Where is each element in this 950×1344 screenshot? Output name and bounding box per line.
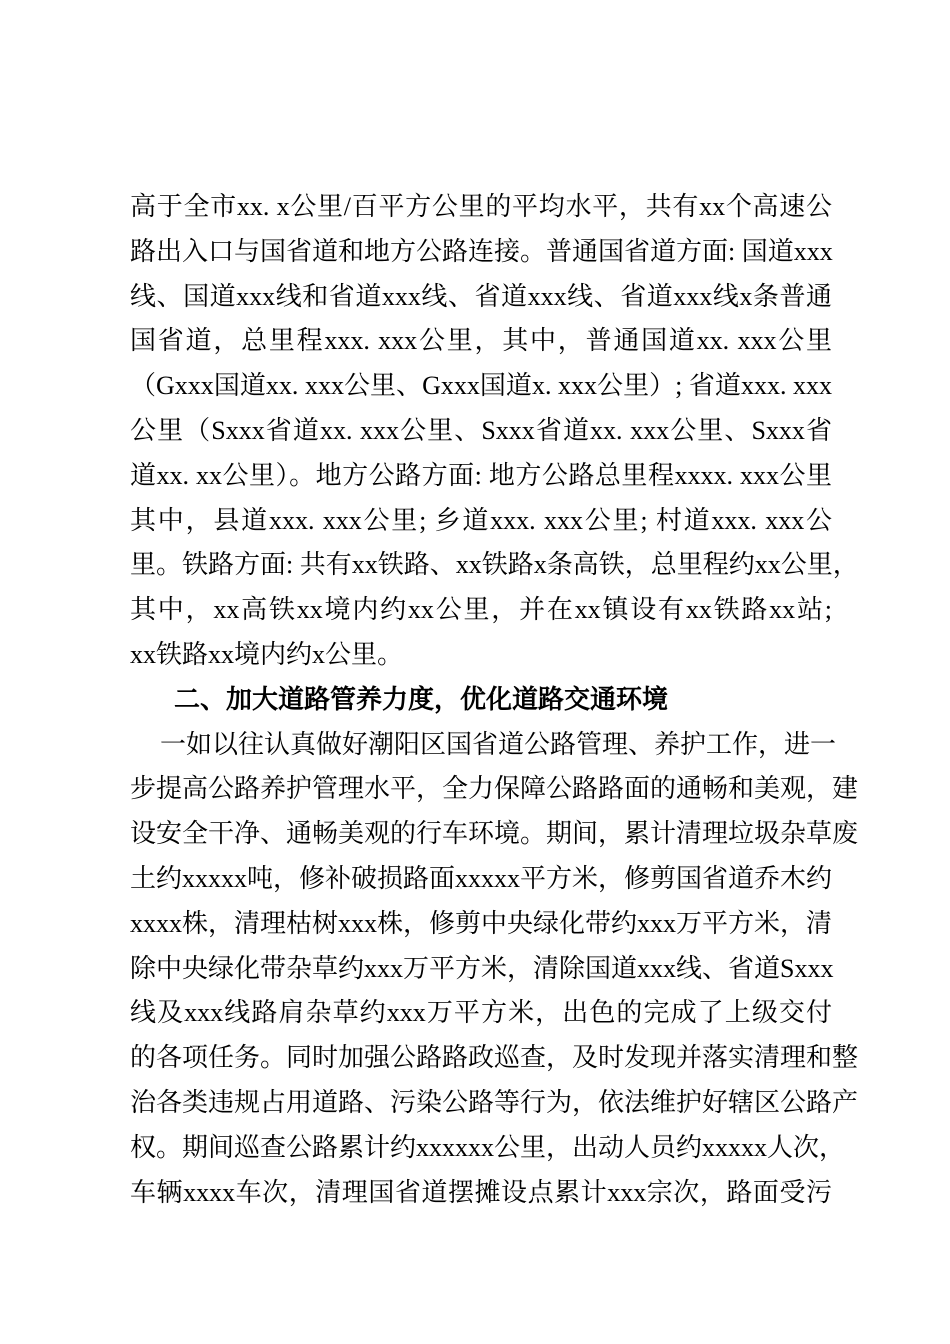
text-line: 的各项任务。同时加强公路路政巡查，及时发现并落实清理和整 — [130, 1043, 859, 1073]
text-line: 其中，xx高铁xx境内约xx公里，并在xx镇设有xx铁路xx站; — [130, 595, 832, 625]
text-line: （Gxxx国道xx. xxx公里、Gxxx国道x. xxx公里）; 省道xxx. xxx — [130, 371, 832, 401]
paragraph-2 — [130, 723, 859, 1216]
section-heading: 二、加大道路管养力度，优化道路交通环境 — [174, 684, 669, 714]
text-line: 车辆xxxx车次，清理国省道摆摊设点累计xxx宗次，路面受污 — [130, 1177, 832, 1207]
text-line: 道xx. xx公里）。地方公路方面: 地方公路总里程xxxx. xxx公里 — [130, 460, 832, 490]
text-line: 公里（Sxxx省道xx. xxx公里、Sxxx省道xx. xxx公里、Sxxx省 — [130, 415, 832, 445]
text-line: 治各类违规占用道路、污染公路等行为，依法维护好辖区公路产 — [130, 1087, 859, 1117]
text-line: 权。期间巡查公路累计约xxxxxx公里，出动人员约xxxxx人次， — [130, 1132, 846, 1162]
text-line: 国省道，总里程xxx. xxx公里，其中，普通国道xx. xxx公里 — [130, 326, 832, 356]
text-line: 线及xxx线路肩杂草约xxx万平方米，出色的完成了上级交付 — [130, 998, 832, 1028]
text-line: 土约xxxxx吨，修补破损路面xxxxx平方米，修剪国省道乔木约 — [130, 863, 833, 893]
document-page — [130, 185, 859, 1215]
text-line: 一如以往认真做好潮阳区国省道公路管理、养护工作，进一 — [160, 729, 837, 759]
text-line: 除中央绿化带杂草约xxx万平方米，清除国道xxx线、省道Sxxx — [130, 953, 834, 983]
text-line: 设安全干净、通畅美观的行车环境。期间，累计清理垃圾杂草废 — [130, 819, 859, 849]
text-line: 里。铁路方面: 共有xx铁路、xx铁路x条高铁，总里程约xx公里， — [130, 550, 859, 580]
text-line: xxxx株，清理枯树xxx株，修剪中央绿化带约xxx万平方米，清 — [130, 908, 833, 938]
text-line: 步提高公路养护管理水平，全力保障公路路面的通畅和美观，建 — [130, 774, 859, 804]
text-line: 其中，县道xxx. xxx公里; 乡道xxx. xxx公里; 村道xxx. xxx公 — [130, 505, 832, 535]
paragraph-1 — [130, 185, 859, 678]
text-line: 高于全市xx. x公里/百平方公里的平均水平，共有xx个高速公 — [130, 192, 832, 221]
text-line: 路出入口与国省道和地方公路连接。普通国省道方面: 国道xxx — [130, 236, 833, 266]
text-line: 线、国道xxx线和省道xxx线、省道xxx线、省道xxx线x条普通 — [130, 281, 832, 311]
text-line: xx铁路xx境内约x公里。 — [130, 639, 404, 669]
